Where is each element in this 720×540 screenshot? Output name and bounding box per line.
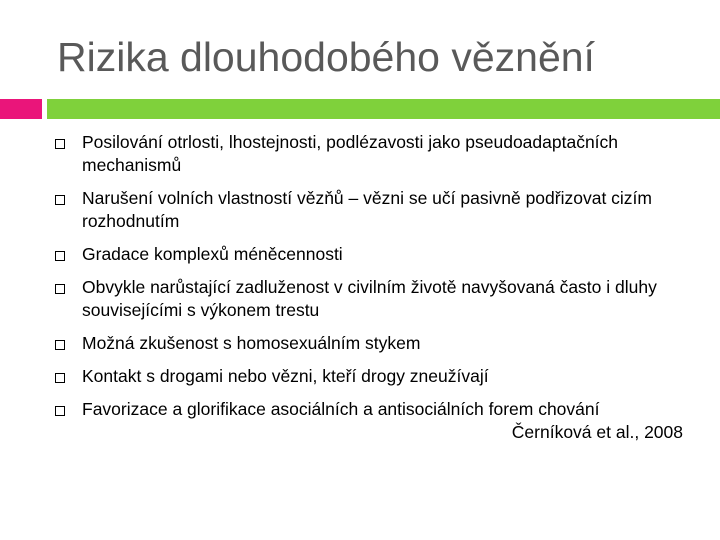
hollow-square-bullet-icon (55, 373, 65, 383)
list-item (55, 398, 695, 421)
hollow-square-bullet-icon (55, 139, 65, 149)
list-item (55, 365, 695, 388)
citation: Černíková et al., 2008 (511, 422, 683, 442)
bullet-text: Posilování otrlosti, lhostejnosti, podlézavosti jako pseudoadaptačních mechanismů (82, 132, 619, 175)
bullet-text: Favorizace a glorifikace asociálních a antisociálních forem chování (82, 399, 600, 419)
bullet-text: Obvykle narůstající zadluženost v civilním životě navyšovaná často i dluhy souvisejícími s výkonem trestu (82, 277, 657, 320)
hollow-square-bullet-icon (55, 251, 65, 261)
bullet-text: Narušení volních vlastností vězňů – vězni se učí pasivně podřizovat cizím rozhodnutím (82, 188, 652, 231)
list-item (55, 131, 695, 177)
bullet-text: Kontakt s drogami nebo vězni, kteří drogy zneužívají (82, 366, 489, 386)
hollow-square-bullet-icon (55, 340, 65, 350)
list-item (55, 276, 695, 322)
accent-bar-pink (0, 99, 42, 119)
list-item (55, 187, 695, 233)
bullet-text: Gradace komplexů méněcennosti (82, 244, 343, 264)
bullet-text: Možná zkušenost s homosexuálním stykem (82, 333, 421, 353)
hollow-square-bullet-icon (55, 195, 65, 205)
slide-title: Rizika dlouhodobého věznění (57, 34, 595, 80)
list-item (55, 243, 695, 266)
hollow-square-bullet-icon (55, 406, 65, 416)
list-item (55, 332, 695, 355)
hollow-square-bullet-icon (55, 284, 65, 294)
bullet-list (55, 131, 695, 431)
accent-bar-green (47, 99, 720, 119)
